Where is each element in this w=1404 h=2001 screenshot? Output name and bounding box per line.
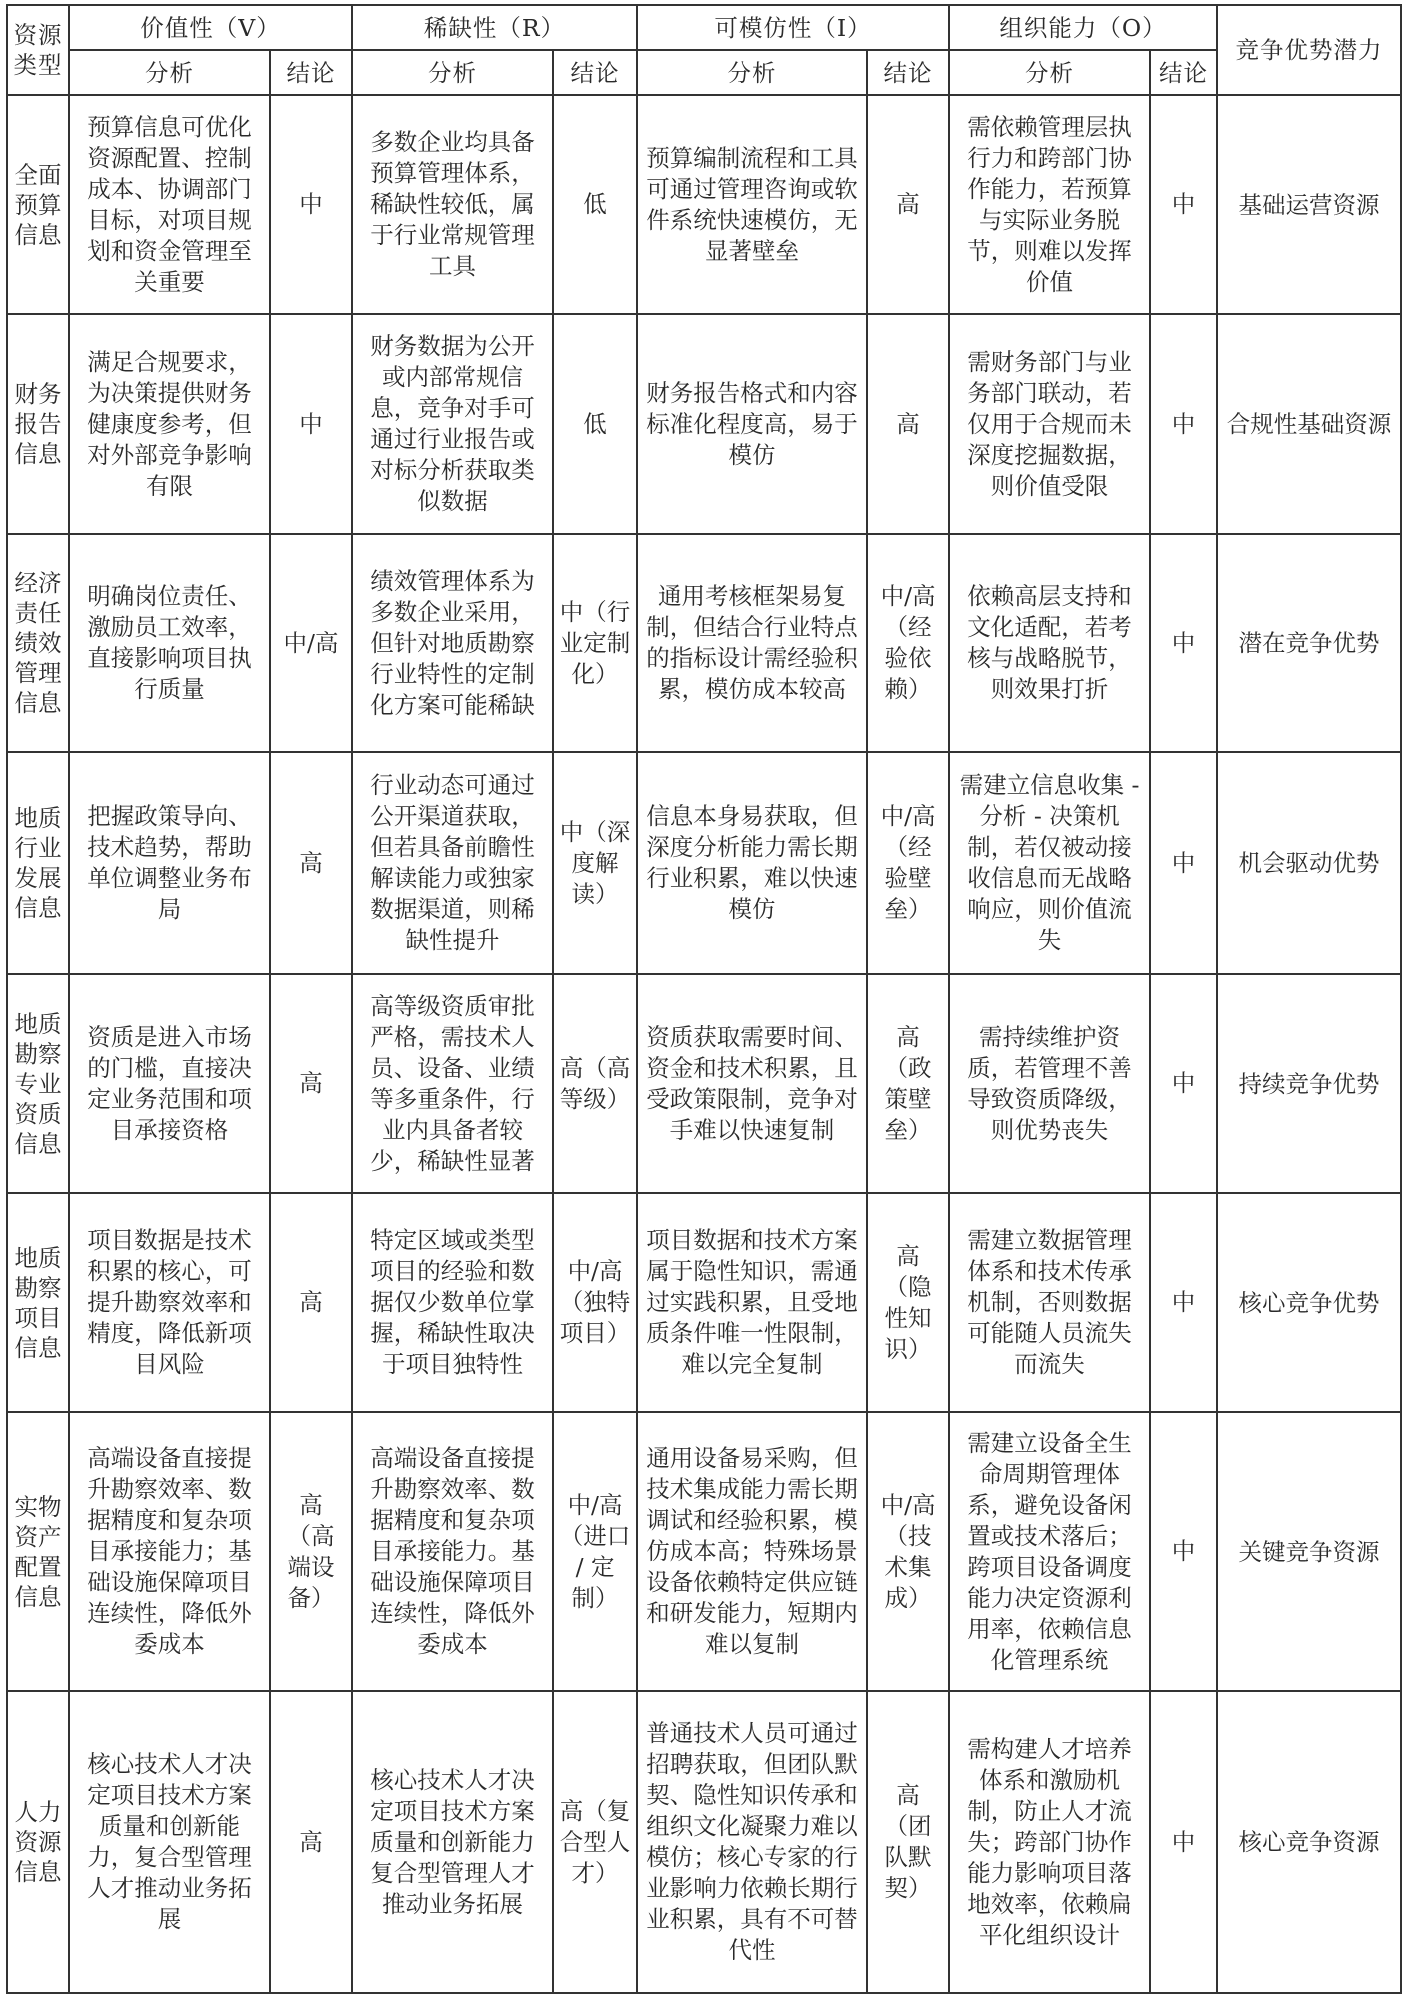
rarity-conclusion-cell: 低 — [553, 314, 637, 534]
rarity-conclusion-cell: 低 — [553, 95, 637, 314]
competitive-potential-cell: 基础运营资源 — [1217, 95, 1401, 314]
resource-type-cell: 人力资源信息 — [7, 1691, 69, 1993]
imitability-conclusion-cell: 中/高（技术集成） — [867, 1412, 949, 1691]
organization-analysis-cell: 依赖高层支持和文化适配，若考核与战略脱节，则效果打折 — [949, 534, 1150, 752]
value-analysis-cell: 资质是进入市场的门槛，直接决定业务范围和项目承接资格 — [69, 974, 270, 1193]
competitive-potential-cell: 潜在竞争优势 — [1217, 534, 1401, 752]
imitability-analysis-cell: 普通技术人员可通过招聘获取，但团队默契、隐性知识传承和组织文化凝聚力难以模仿；核心专家的行业影响力依赖长期行业积累，具有不可替代性 — [637, 1691, 867, 1993]
value-conclusion-cell: 中/高 — [270, 534, 352, 752]
imitability-conclusion-cell: 中/高（经验壁垒） — [867, 752, 949, 974]
imitability-analysis-cell: 资质获取需要时间、资金和技术积累，且受政策限制，竞争对手难以快速复制 — [637, 974, 867, 1193]
organization-conclusion-cell: 中 — [1150, 1193, 1217, 1412]
organization-conclusion-cell: 中 — [1150, 752, 1217, 974]
value-analysis-header: 分析 — [69, 50, 270, 95]
rarity-analysis-cell: 财务数据为公开或内部常规信息，竞争对手可通过行业报告或对标分析获取类似数据 — [352, 314, 553, 534]
table-row — [7, 1691, 1401, 1993]
imitability-analysis-cell: 通用考核框架易复制，但结合行业特点的指标设计需经验积累，模仿成本较高 — [637, 534, 867, 752]
organization-conclusion-cell: 中 — [1150, 534, 1217, 752]
organization-conclusion-cell: 中 — [1150, 974, 1217, 1193]
table-header-row-1 — [7, 5, 1401, 50]
rarity-analysis-cell: 高端设备直接提升勘察效率、数据精度和复杂项目承接能力。基础设施保障项目连续性，降低外委成本 — [352, 1412, 553, 1691]
imitability-header: 可模仿性（I） — [637, 5, 949, 50]
imitability-analysis-header: 分析 — [637, 50, 867, 95]
imitability-conclusion-cell: 高 — [867, 95, 949, 314]
organization-analysis-cell: 需建立信息收集 - 分析 - 决策机制，若仅被动接收信息而无战略响应，则价值流失 — [949, 752, 1150, 974]
table-row — [7, 974, 1401, 1193]
resource-type-cell: 地质勘察专业资质信息 — [7, 974, 69, 1193]
rarity-analysis-cell: 高等级资质审批严格，需技术人员、设备、业绩等多重条件，行业内具备者较少，稀缺性显著 — [352, 974, 553, 1193]
rarity-conclusion-cell: 中（深度解读） — [553, 752, 637, 974]
vrio-analysis-document — [6, 4, 1400, 1998]
value-header: 价值性（V） — [69, 5, 352, 50]
imitability-analysis-cell: 财务报告格式和内容标准化程度高，易于模仿 — [637, 314, 867, 534]
rarity-analysis-cell: 行业动态可通过公开渠道获取，但若具备前瞻性解读能力或独家数据渠道，则稀缺性提升 — [352, 752, 553, 974]
imitability-conclusion-header: 结论 — [867, 50, 949, 95]
resource-type-cell: 实物资产配置信息 — [7, 1412, 69, 1691]
competitive-potential-cell: 合规性基础资源 — [1217, 314, 1401, 534]
value-analysis-cell: 明确岗位责任、激励员工效率，直接影响项目执行质量 — [69, 534, 270, 752]
organization-header: 组织能力（O） — [949, 5, 1217, 50]
organization-conclusion-cell: 中 — [1150, 314, 1217, 534]
value-conclusion-cell: 中 — [270, 314, 352, 534]
competitive-potential-cell: 机会驱动优势 — [1217, 752, 1401, 974]
imitability-analysis-cell: 通用设备易采购，但技术集成能力需长期调试和经验积累，模仿成本高；特殊场景设备依赖特定供应链和研发能力，短期内难以复制 — [637, 1412, 867, 1691]
rarity-analysis-cell: 多数企业均具备预算管理体系，稀缺性较低，属于行业常规管理工具 — [352, 95, 553, 314]
table-row — [7, 314, 1401, 534]
rarity-header: 稀缺性（R） — [352, 5, 637, 50]
imitability-conclusion-cell: 高（隐性知识） — [867, 1193, 949, 1412]
value-analysis-cell: 满足合规要求，为决策提供财务健康度参考，但对外部竞争影响有限 — [69, 314, 270, 534]
rarity-conclusion-cell: 高（复合型人才） — [553, 1691, 637, 1993]
value-analysis-cell: 核心技术人才决定项目技术方案质量和创新能力，复合型管理人才推动业务拓展 — [69, 1691, 270, 1993]
competitive-potential-cell: 持续竞争优势 — [1217, 974, 1401, 1193]
value-analysis-cell: 把握政策导向、技术趋势，帮助单位调整业务布局 — [69, 752, 270, 974]
competitive-potential-cell: 核心竞争资源 — [1217, 1691, 1401, 1993]
rarity-conclusion-cell: 高（高等级） — [553, 974, 637, 1193]
organization-analysis-header: 分析 — [949, 50, 1150, 95]
organization-conclusion-header: 结论 — [1150, 50, 1217, 95]
value-conclusion-cell: 高 — [270, 974, 352, 1193]
imitability-conclusion-cell: 高（团队默契） — [867, 1691, 949, 1993]
rarity-conclusion-cell: 中/高（独特项目） — [553, 1193, 637, 1412]
table-row — [7, 752, 1401, 974]
organization-analysis-cell: 需构建人才培养体系和激励机制，防止人才流失；跨部门协作能力影响项目落地效率，依赖扁平化组织设计 — [949, 1691, 1150, 1993]
rarity-analysis-header: 分析 — [352, 50, 553, 95]
rarity-analysis-cell: 特定区域或类型项目的经验和数据仅少数单位掌握，稀缺性取决于项目独特性 — [352, 1193, 553, 1412]
competitive-potential-cell: 关键竞争资源 — [1217, 1412, 1401, 1691]
value-conclusion-cell: 高 — [270, 1193, 352, 1412]
value-conclusion-cell: 中 — [270, 95, 352, 314]
resource-type-cell: 财务报告信息 — [7, 314, 69, 534]
value-conclusion-cell: 高 — [270, 752, 352, 974]
imitability-conclusion-cell: 中/高（经验依赖） — [867, 534, 949, 752]
imitability-analysis-cell: 信息本身易获取，但深度分析能力需长期行业积累，难以快速模仿 — [637, 752, 867, 974]
table-row — [7, 95, 1401, 314]
imitability-conclusion-cell: 高 — [867, 314, 949, 534]
rarity-conclusion-header: 结论 — [553, 50, 637, 95]
value-conclusion-cell: 高（高端设备） — [270, 1412, 352, 1691]
organization-analysis-cell: 需依赖管理层执行力和跨部门协作能力，若预算与实际业务脱节，则难以发挥价值 — [949, 95, 1150, 314]
resource-type-cell: 全面预算信息 — [7, 95, 69, 314]
organization-analysis-cell: 需建立数据管理体系和技术传承机制，否则数据可能随人员流失而流失 — [949, 1193, 1150, 1412]
organization-conclusion-cell: 中 — [1150, 95, 1217, 314]
organization-analysis-cell: 需财务部门与业务部门联动，若仅用于合规而未深度挖掘数据，则价值受限 — [949, 314, 1150, 534]
resource-type-cell: 经济责任绩效管理信息 — [7, 534, 69, 752]
organization-conclusion-cell: 中 — [1150, 1412, 1217, 1691]
competitive-potential-cell: 核心竞争优势 — [1217, 1193, 1401, 1412]
table-row — [7, 1193, 1401, 1412]
value-analysis-cell: 项目数据是技术积累的核心，可提升勘察效率和精度，降低新项目风险 — [69, 1193, 270, 1412]
organization-conclusion-cell: 中 — [1150, 1691, 1217, 1993]
organization-analysis-cell: 需持续维护资质，若管理不善导致资质降级，则优势丧失 — [949, 974, 1150, 1193]
imitability-conclusion-cell: 高（政策壁垒） — [867, 974, 949, 1193]
vrio-table — [6, 4, 1402, 1994]
table-header-row-2 — [7, 50, 1401, 95]
rarity-analysis-cell: 核心技术人才决定项目技术方案质量和创新能力复合型管理人才推动业务拓展 — [352, 1691, 553, 1993]
value-analysis-cell: 预算信息可优化资源配置、控制成本、协调部门目标，对项目规划和资金管理至关重要 — [69, 95, 270, 314]
organization-analysis-cell: 需建立设备全生命周期管理体系，避免设备闲置或技术落后；跨项目设备调度能力决定资源利用率，依赖信息化管理系统 — [949, 1412, 1150, 1691]
resource-type-header: 资源类型 — [7, 5, 69, 95]
competitive-potential-header: 竞争优势潜力 — [1217, 5, 1401, 95]
table-row — [7, 534, 1401, 752]
rarity-conclusion-cell: 中（行业定制化） — [553, 534, 637, 752]
value-conclusion-header: 结论 — [270, 50, 352, 95]
rarity-conclusion-cell: 中/高（进口 / 定制） — [553, 1412, 637, 1691]
imitability-analysis-cell: 预算编制流程和工具可通过管理咨询或软件系统快速模仿，无显著壁垒 — [637, 95, 867, 314]
value-conclusion-cell: 高 — [270, 1691, 352, 1993]
table-row — [7, 1412, 1401, 1691]
resource-type-cell: 地质勘察项目信息 — [7, 1193, 69, 1412]
resource-type-cell: 地质行业发展信息 — [7, 752, 69, 974]
imitability-analysis-cell: 项目数据和技术方案属于隐性知识，需通过实践积累，且受地质条件唯一性限制，难以完全复制 — [637, 1193, 867, 1412]
rarity-analysis-cell: 绩效管理体系为多数企业采用，但针对地质勘察行业特性的定制化方案可能稀缺 — [352, 534, 553, 752]
value-analysis-cell: 高端设备直接提升勘察效率、数据精度和复杂项目承接能力；基础设施保障项目连续性，降低外委成本 — [69, 1412, 270, 1691]
